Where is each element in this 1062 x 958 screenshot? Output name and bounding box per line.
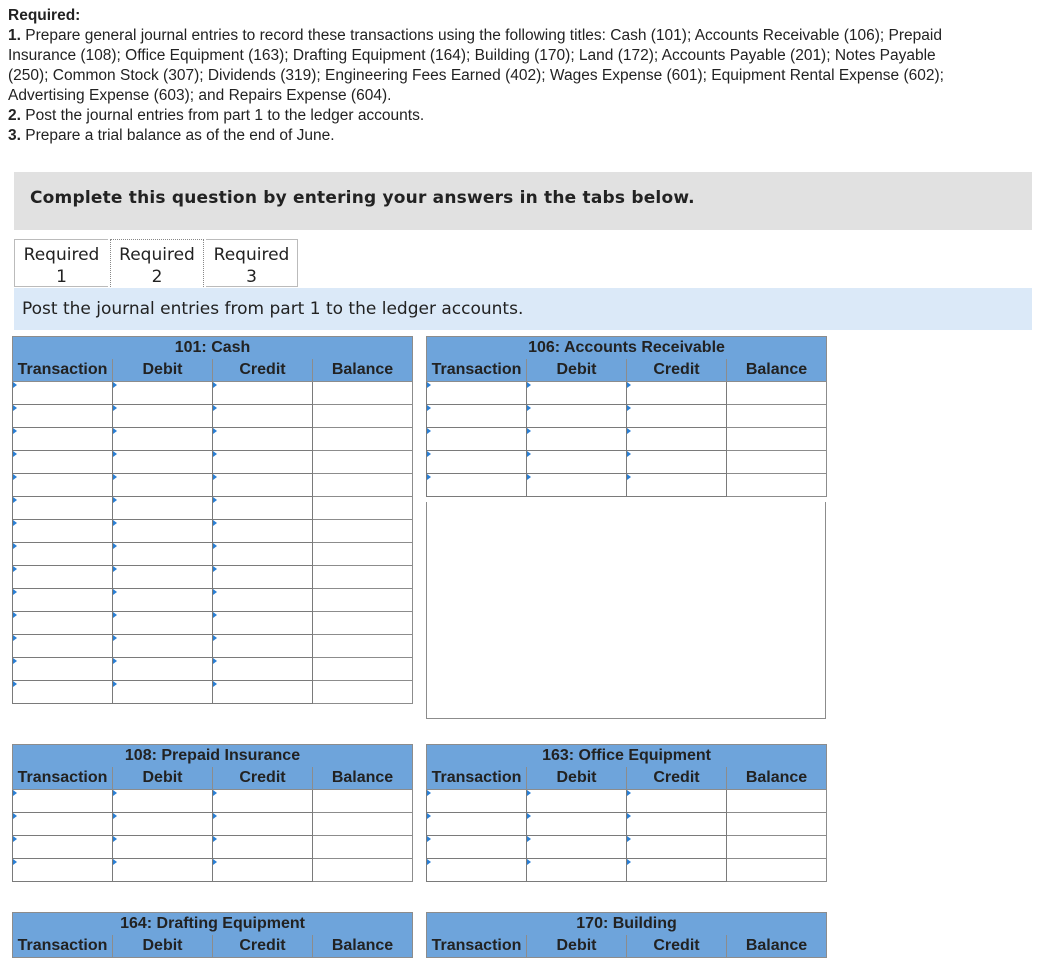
credit-input[interactable] xyxy=(213,790,312,812)
transaction-input[interactable] xyxy=(13,589,112,611)
balance-cell xyxy=(727,859,827,882)
credit-cell[interactable] xyxy=(213,859,313,882)
debit-cell[interactable] xyxy=(527,474,627,497)
ledger-office-equipment xyxy=(426,744,827,882)
debit-cell[interactable] xyxy=(527,382,627,405)
ledger-row xyxy=(13,451,413,474)
debit-input[interactable] xyxy=(113,859,212,881)
debit-cell[interactable] xyxy=(113,520,213,543)
ledger-row xyxy=(13,813,413,836)
debit-cell[interactable] xyxy=(527,790,627,813)
debit-cell[interactable] xyxy=(113,474,213,497)
balance-cell xyxy=(727,451,827,474)
column-header-debit: Debit xyxy=(113,767,213,790)
transaction-cell[interactable] xyxy=(13,658,113,681)
column-header-debit: Debit xyxy=(113,359,213,382)
transaction-cell[interactable] xyxy=(13,859,113,882)
debit-cell[interactable] xyxy=(113,612,213,635)
ledger-title: 108: Prepaid Insurance xyxy=(13,745,413,768)
credit-cell[interactable] xyxy=(627,836,727,859)
column-header-balance: Balance xyxy=(727,359,827,382)
ledger-row xyxy=(13,836,413,859)
debit-input[interactable] xyxy=(527,474,626,496)
credit-cell[interactable] xyxy=(213,790,313,813)
item2-number: 2. xyxy=(8,107,21,124)
transaction-cell[interactable] xyxy=(427,836,527,859)
credit-input[interactable] xyxy=(213,589,312,611)
credit-cell[interactable] xyxy=(213,813,313,836)
debit-input[interactable] xyxy=(527,790,626,812)
credit-input[interactable] xyxy=(213,497,312,519)
transaction-cell[interactable] xyxy=(13,790,113,813)
ledger-title: 164: Drafting Equipment xyxy=(13,913,413,936)
column-header-transaction: Transaction xyxy=(427,767,527,790)
ledger-row xyxy=(427,813,827,836)
credit-cell[interactable] xyxy=(213,589,313,612)
banner-text: Complete this question by entering your answers in the tabs below. xyxy=(30,188,695,208)
credit-cell[interactable] xyxy=(627,790,727,813)
debit-cell[interactable] xyxy=(113,813,213,836)
debit-cell[interactable] xyxy=(527,859,627,882)
ledger-title: 106: Accounts Receivable xyxy=(427,337,827,360)
credit-cell[interactable] xyxy=(213,543,313,566)
transaction-input[interactable] xyxy=(13,382,112,404)
transaction-cell[interactable] xyxy=(13,589,113,612)
balance-cell xyxy=(727,382,827,405)
ledger-row xyxy=(427,382,827,405)
credit-cell[interactable] xyxy=(213,658,313,681)
debit-cell[interactable] xyxy=(527,428,627,451)
credit-input[interactable] xyxy=(213,658,312,680)
transaction-input[interactable] xyxy=(427,405,526,427)
column-header-balance: Balance xyxy=(313,359,413,382)
credit-input[interactable] xyxy=(213,405,312,427)
debit-input[interactable] xyxy=(113,681,212,703)
tab-required-2[interactable] xyxy=(110,239,204,287)
credit-input[interactable] xyxy=(213,451,312,473)
transaction-cell[interactable] xyxy=(13,681,113,704)
ledger-row xyxy=(427,859,827,882)
ledger-row xyxy=(427,428,827,451)
balance-cell xyxy=(727,428,827,451)
column-header-credit: Credit xyxy=(627,359,727,382)
ledger-row xyxy=(427,836,827,859)
transaction-cell[interactable] xyxy=(427,813,527,836)
balance-cell xyxy=(313,658,413,681)
debit-input[interactable] xyxy=(113,635,212,657)
ledger-row xyxy=(13,612,413,635)
transaction-cell[interactable] xyxy=(13,813,113,836)
credit-input[interactable] xyxy=(213,635,312,657)
ledger-title: 101: Cash xyxy=(13,337,413,360)
transaction-input[interactable] xyxy=(427,836,526,858)
credit-input[interactable] xyxy=(213,681,312,703)
column-header-debit: Debit xyxy=(527,359,627,382)
credit-input[interactable] xyxy=(213,428,312,450)
tab-label: Required xyxy=(119,245,195,265)
ledger-row xyxy=(13,428,413,451)
debit-input[interactable] xyxy=(113,428,212,450)
balance-cell xyxy=(313,543,413,566)
balance-cell xyxy=(313,382,413,405)
debit-input[interactable] xyxy=(113,589,212,611)
ledger-prepaid-insurance xyxy=(12,744,413,882)
debit-cell[interactable] xyxy=(527,836,627,859)
ledger-building xyxy=(426,912,827,958)
item3-number: 3. xyxy=(8,127,21,144)
credit-cell[interactable] xyxy=(213,612,313,635)
column-header-credit: Credit xyxy=(627,935,727,958)
column-header-transaction: Transaction xyxy=(427,359,527,382)
column-header-debit: Debit xyxy=(527,767,627,790)
balance-cell xyxy=(313,635,413,658)
column-header-credit: Credit xyxy=(627,767,727,790)
credit-cell[interactable] xyxy=(627,428,727,451)
debit-input[interactable] xyxy=(113,790,212,812)
credit-input[interactable] xyxy=(627,382,726,404)
balance-cell xyxy=(313,836,413,859)
column-header-transaction: Transaction xyxy=(13,359,113,382)
credit-cell[interactable] xyxy=(213,382,313,405)
ledger-title: 163: Office Equipment xyxy=(427,745,827,768)
ledger-row xyxy=(13,681,413,704)
credit-input[interactable] xyxy=(627,790,726,812)
transaction-input[interactable] xyxy=(13,428,112,450)
debit-input[interactable] xyxy=(113,382,212,404)
transaction-input[interactable] xyxy=(13,612,112,634)
transaction-input[interactable] xyxy=(427,382,526,404)
column-header-balance: Balance xyxy=(313,935,413,958)
ledger-row xyxy=(13,790,413,813)
column-header-credit: Credit xyxy=(213,767,313,790)
transaction-input[interactable] xyxy=(13,543,112,565)
debit-input[interactable] xyxy=(113,405,212,427)
credit-cell[interactable] xyxy=(213,566,313,589)
ledger-row xyxy=(13,405,413,428)
balance-cell xyxy=(727,836,827,859)
ledger-row xyxy=(427,451,827,474)
transaction-input[interactable] xyxy=(427,813,526,835)
credit-input[interactable] xyxy=(213,612,312,634)
debit-input[interactable] xyxy=(113,658,212,680)
debit-input[interactable] xyxy=(527,836,626,858)
column-header-debit: Debit xyxy=(113,935,213,958)
ledger-row xyxy=(13,474,413,497)
tab-label: Required xyxy=(23,245,100,265)
transaction-cell[interactable] xyxy=(13,451,113,474)
credit-input[interactable] xyxy=(213,520,312,542)
transaction-input[interactable] xyxy=(13,813,112,835)
transaction-input[interactable] xyxy=(13,635,112,657)
debit-cell[interactable] xyxy=(113,836,213,859)
item3-text: Prepare a trial balance as of the end of June. xyxy=(20,127,335,144)
credit-cell[interactable] xyxy=(213,451,313,474)
debit-input[interactable] xyxy=(527,428,626,450)
credit-input[interactable] xyxy=(213,382,312,404)
debit-cell[interactable] xyxy=(113,543,213,566)
transaction-cell[interactable] xyxy=(13,566,113,589)
transaction-input[interactable] xyxy=(13,859,112,881)
item1-text: Prepare general journal entries to record these transactions using the following titles: Cash (101); Accounts Receivable (106); Prepaid Insurance (108); Office Equipment (163); Drafting Equipment (164); Building (170); Land (172); Accounts Payable (201); Notes Payable (250); Common Stock (307); Dividends (319); Engineering Fees Earned (402); Wages Expense (601); Equipment Rental Expense (602); Advertising Expense (603); and Repairs Expense (604). xyxy=(8,27,944,104)
credit-cell[interactable] xyxy=(627,859,727,882)
credit-input[interactable] xyxy=(213,813,312,835)
balance-cell xyxy=(727,405,827,428)
instruction-banner xyxy=(14,172,1032,230)
balance-cell xyxy=(313,520,413,543)
ledger-row xyxy=(13,589,413,612)
debit-cell[interactable] xyxy=(113,859,213,882)
ledger-row xyxy=(13,859,413,882)
credit-cell[interactable] xyxy=(213,520,313,543)
balance-cell xyxy=(313,612,413,635)
transaction-cell[interactable] xyxy=(13,497,113,520)
tab-required-3[interactable] xyxy=(206,239,298,287)
balance-cell xyxy=(313,813,413,836)
ledger-row xyxy=(427,474,827,497)
ledger-row xyxy=(13,497,413,520)
credit-input[interactable] xyxy=(213,543,312,565)
transaction-input[interactable] xyxy=(13,451,112,473)
ledger-row xyxy=(13,520,413,543)
transaction-cell[interactable] xyxy=(427,451,527,474)
transaction-cell[interactable] xyxy=(427,382,527,405)
requirements-text xyxy=(8,6,958,146)
debit-input[interactable] xyxy=(527,451,626,473)
ledger-row xyxy=(13,382,413,405)
balance-cell xyxy=(313,859,413,882)
column-header-transaction: Transaction xyxy=(13,767,113,790)
required-heading: Required: xyxy=(8,7,81,24)
balance-cell xyxy=(313,451,413,474)
transaction-input[interactable] xyxy=(13,497,112,519)
debit-cell[interactable] xyxy=(113,428,213,451)
credit-cell[interactable] xyxy=(627,474,727,497)
credit-input[interactable] xyxy=(213,859,312,881)
debit-input[interactable] xyxy=(527,813,626,835)
credit-cell[interactable] xyxy=(213,681,313,704)
balance-cell xyxy=(313,566,413,589)
transaction-input[interactable] xyxy=(13,836,112,858)
debit-cell[interactable] xyxy=(113,497,213,520)
transaction-input[interactable] xyxy=(13,658,112,680)
ledger-row xyxy=(13,566,413,589)
column-header-debit: Debit xyxy=(527,935,627,958)
credit-input[interactable] xyxy=(627,859,726,881)
tab-number: 1 xyxy=(56,267,67,287)
column-header-transaction: Transaction xyxy=(13,935,113,958)
transaction-input[interactable] xyxy=(13,474,112,496)
credit-input[interactable] xyxy=(627,451,726,473)
credit-input[interactable] xyxy=(627,813,726,835)
credit-cell[interactable] xyxy=(627,451,727,474)
transaction-input[interactable] xyxy=(427,428,526,450)
balance-cell xyxy=(313,790,413,813)
tab-required-1[interactable] xyxy=(14,239,108,287)
ledger-drafting-equipment xyxy=(12,912,413,958)
debit-input[interactable] xyxy=(113,520,212,542)
balance-cell xyxy=(313,474,413,497)
debit-input[interactable] xyxy=(113,497,212,519)
column-header-credit: Credit xyxy=(213,935,313,958)
balance-cell xyxy=(313,497,413,520)
debit-input[interactable] xyxy=(113,566,212,588)
credit-cell[interactable] xyxy=(627,405,727,428)
item1-number: 1. xyxy=(8,27,21,44)
credit-cell[interactable] xyxy=(213,836,313,859)
debit-cell[interactable] xyxy=(113,658,213,681)
debit-cell[interactable] xyxy=(113,405,213,428)
credit-input[interactable] xyxy=(627,836,726,858)
balance-cell xyxy=(727,790,827,813)
debit-input[interactable] xyxy=(527,405,626,427)
transaction-input[interactable] xyxy=(13,405,112,427)
credit-input[interactable] xyxy=(627,405,726,427)
transaction-cell[interactable] xyxy=(13,382,113,405)
debit-input[interactable] xyxy=(113,836,212,858)
ledger-row xyxy=(427,790,827,813)
ledger-title: 170: Building xyxy=(427,913,827,936)
credit-input[interactable] xyxy=(627,474,726,496)
debit-input[interactable] xyxy=(527,859,626,881)
transaction-cell[interactable] xyxy=(13,520,113,543)
ledger-accounts-receivable xyxy=(426,336,827,497)
column-header-balance: Balance xyxy=(313,767,413,790)
transaction-input[interactable] xyxy=(427,790,526,812)
transaction-cell[interactable] xyxy=(13,428,113,451)
ledger-row xyxy=(13,543,413,566)
credit-cell[interactable] xyxy=(627,382,727,405)
debit-cell[interactable] xyxy=(527,813,627,836)
transaction-cell[interactable] xyxy=(13,635,113,658)
item2-text: Post the journal entries from part 1 to the ledger accounts. xyxy=(20,107,425,124)
credit-cell[interactable] xyxy=(213,635,313,658)
transaction-input[interactable] xyxy=(13,566,112,588)
debit-input[interactable] xyxy=(527,382,626,404)
balance-cell xyxy=(313,405,413,428)
instruction-text: Post the journal entries from part 1 to the ledger accounts. xyxy=(22,299,524,319)
ledger-row xyxy=(427,405,827,428)
transaction-cell[interactable] xyxy=(13,612,113,635)
transaction-input[interactable] xyxy=(13,790,112,812)
column-header-balance: Balance xyxy=(727,935,827,958)
transaction-input[interactable] xyxy=(427,451,526,473)
balance-cell xyxy=(727,474,827,497)
transaction-cell[interactable] xyxy=(13,543,113,566)
credit-cell[interactable] xyxy=(627,813,727,836)
debit-cell[interactable] xyxy=(113,635,213,658)
debit-cell[interactable] xyxy=(113,681,213,704)
debit-input[interactable] xyxy=(113,474,212,496)
debit-input[interactable] xyxy=(113,543,212,565)
ledger-row xyxy=(13,635,413,658)
debit-cell[interactable] xyxy=(527,451,627,474)
transaction-cell[interactable] xyxy=(427,405,527,428)
debit-input[interactable] xyxy=(113,451,212,473)
column-header-credit: Credit xyxy=(213,359,313,382)
column-header-transaction: Transaction xyxy=(427,935,527,958)
debit-cell[interactable] xyxy=(113,589,213,612)
transaction-input[interactable] xyxy=(427,859,526,881)
credit-cell[interactable] xyxy=(213,405,313,428)
transaction-cell[interactable] xyxy=(427,859,527,882)
debit-cell[interactable] xyxy=(113,382,213,405)
tab-label: Required xyxy=(213,245,290,265)
debit-cell[interactable] xyxy=(527,405,627,428)
transaction-cell[interactable] xyxy=(427,428,527,451)
debit-input[interactable] xyxy=(113,612,212,634)
debit-cell[interactable] xyxy=(113,566,213,589)
credit-cell[interactable] xyxy=(213,428,313,451)
credit-input[interactable] xyxy=(213,474,312,496)
transaction-input[interactable] xyxy=(13,681,112,703)
tab-instruction xyxy=(14,288,1032,330)
balance-cell xyxy=(727,813,827,836)
debit-input[interactable] xyxy=(113,813,212,835)
tab-number: 3 xyxy=(246,267,257,287)
empty-area xyxy=(426,502,826,719)
ledger-row xyxy=(13,658,413,681)
credit-cell[interactable] xyxy=(213,497,313,520)
tab-number: 2 xyxy=(151,267,163,287)
credit-input[interactable] xyxy=(213,566,312,588)
credit-input[interactable] xyxy=(213,836,312,858)
balance-cell xyxy=(313,589,413,612)
credit-input[interactable] xyxy=(627,428,726,450)
transaction-cell[interactable] xyxy=(427,790,527,813)
column-header-balance: Balance xyxy=(727,767,827,790)
transaction-cell[interactable] xyxy=(427,474,527,497)
debit-cell[interactable] xyxy=(113,790,213,813)
transaction-cell[interactable] xyxy=(13,474,113,497)
credit-cell[interactable] xyxy=(213,474,313,497)
balance-cell xyxy=(313,681,413,704)
transaction-input[interactable] xyxy=(13,520,112,542)
transaction-cell[interactable] xyxy=(13,405,113,428)
debit-cell[interactable] xyxy=(113,451,213,474)
transaction-cell[interactable] xyxy=(13,836,113,859)
ledger-cash xyxy=(12,336,413,704)
balance-cell xyxy=(313,428,413,451)
transaction-input[interactable] xyxy=(427,474,526,496)
